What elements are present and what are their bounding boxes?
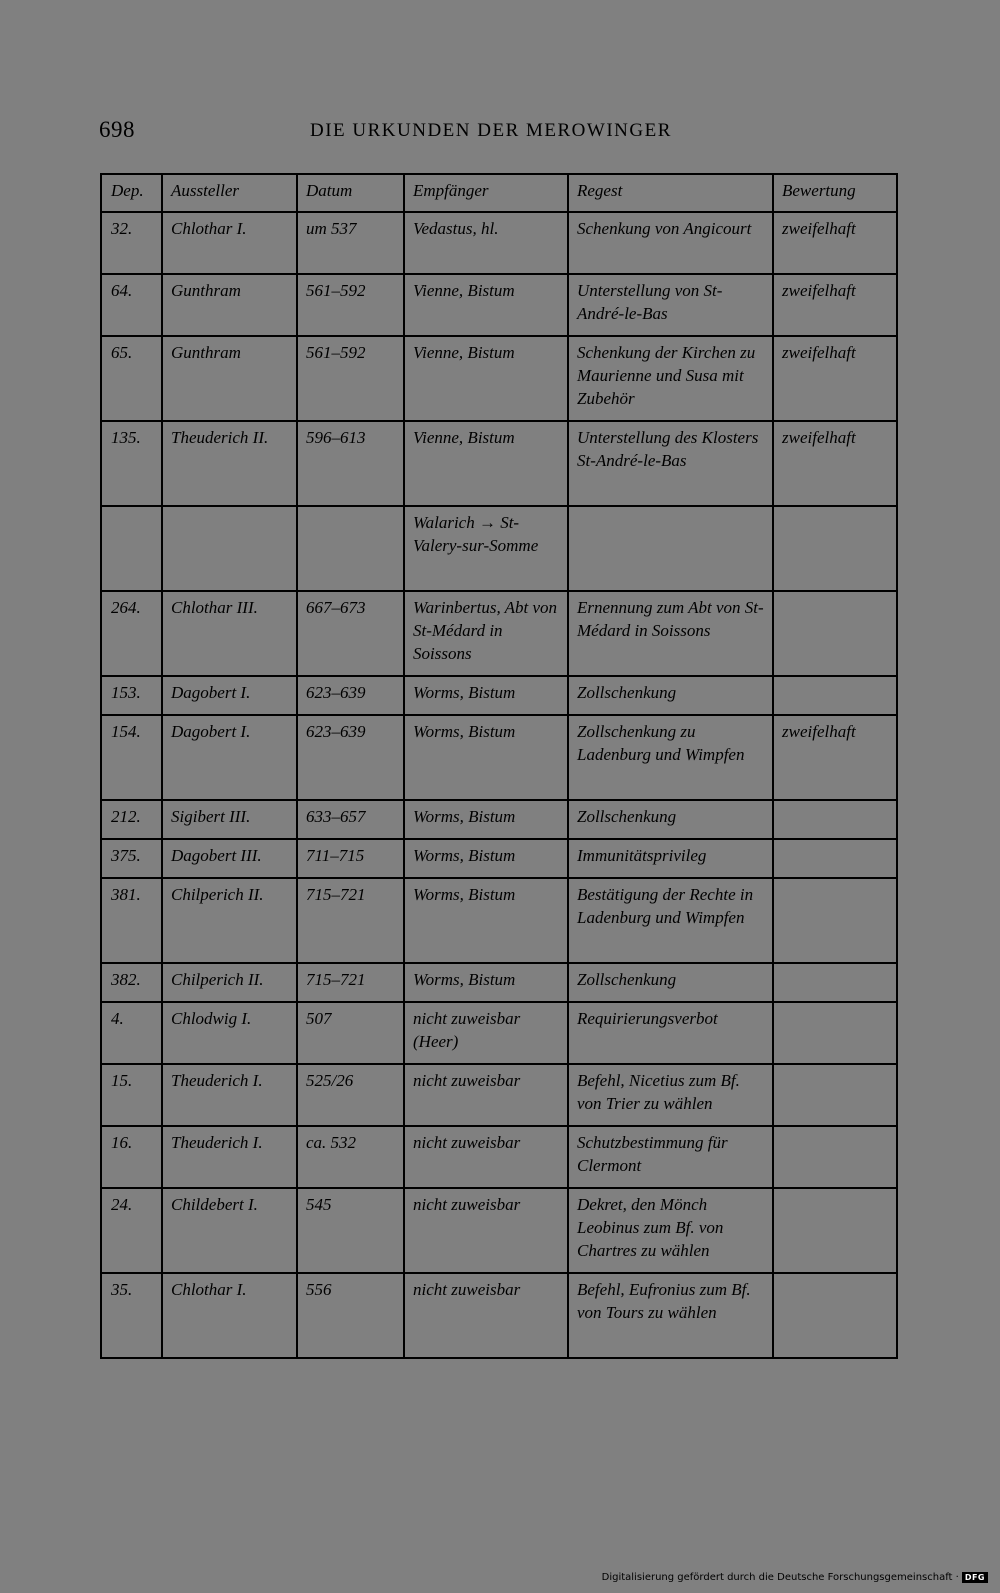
cell-dep: 375. [101,839,162,878]
table-row [101,274,897,336]
cell-dep: 24. [101,1188,162,1273]
page-number: 698 [99,117,135,142]
cell-dep: 4. [101,1002,162,1064]
column-header-bewertung: Bewertung [773,174,897,212]
cell-aussteller: Dagobert I. [162,715,297,800]
cell-empfaenger: Worms, Bistum [404,800,568,839]
cell-bewertung [773,878,897,963]
table-row [101,715,897,800]
cell-dep: 382. [101,963,162,1002]
cell-empfaenger: nicht zuweisbar [404,1188,568,1273]
column-header-aussteller: Aussteller [162,174,297,212]
column-header-datum: Datum [297,174,404,212]
cell-dep: 264. [101,591,162,676]
cell-bewertung [773,1064,897,1126]
cell-dep: 212. [101,800,162,839]
cell-aussteller: Chlothar III. [162,591,297,676]
cell-bewertung [773,506,897,591]
cell-empfaenger: Vedastus, hl. [404,212,568,274]
cell-empfaenger: Vienne, Bistum [404,336,568,421]
cell-regest: Zollschenkung [568,963,773,1002]
cell-dep: 381. [101,878,162,963]
cell-dep: 153. [101,676,162,715]
cell-empfaenger: Worms, Bistum [404,676,568,715]
table-row [101,1126,897,1188]
table-row [101,336,897,421]
cell-aussteller: Theuderich I. [162,1064,297,1126]
cell-datum: 545 [297,1188,404,1273]
cell-datum: 715–721 [297,963,404,1002]
charter-table [100,173,898,1359]
table-row [101,1188,897,1273]
cell-bewertung [773,963,897,1002]
table-row [101,839,897,878]
cell-bewertung [773,1273,897,1358]
cell-regest: Requirierungsverbot [568,1002,773,1064]
column-header-regest: Regest [568,174,773,212]
cell-bewertung: zweifelhaft [773,421,897,506]
cell-datum: 507 [297,1002,404,1064]
cell-datum: ca. 532 [297,1126,404,1188]
table-row [101,212,897,274]
column-header-dep: Dep. [101,174,162,212]
cell-aussteller: Childebert I. [162,1188,297,1273]
cell-regest [568,506,773,591]
cell-aussteller: Chlothar I. [162,212,297,274]
cell-dep [101,506,162,591]
cell-datum [297,506,404,591]
cell-regest: Befehl, Nicetius zum Bf. von Trier zu wählen [568,1064,773,1126]
cell-bewertung [773,1126,897,1188]
table-row [101,421,897,506]
table-row [101,506,897,591]
cell-aussteller: Dagobert III. [162,839,297,878]
cell-empfaenger: Vienne, Bistum [404,421,568,506]
cell-datum: 561–592 [297,336,404,421]
cell-dep: 64. [101,274,162,336]
cell-empfaenger: Worms, Bistum [404,839,568,878]
cell-bewertung: zweifelhaft [773,715,897,800]
cell-datum: 667–673 [297,591,404,676]
table-row [101,800,897,839]
cell-aussteller: Gunthram [162,274,297,336]
cell-datum: 596–613 [297,421,404,506]
table-row [101,591,897,676]
cell-dep: 154. [101,715,162,800]
running-title: DIE URKUNDEN DER MEROWINGER [310,120,672,141]
cell-bewertung [773,800,897,839]
table-row [101,1064,897,1126]
cell-aussteller: Chlodwig I. [162,1002,297,1064]
cell-bewertung [773,1002,897,1064]
cell-regest: Schenkung von Angicourt [568,212,773,274]
cell-empfaenger: Warinbertus, Abt von St-Médard in Soissons [404,591,568,676]
cell-dep: 15. [101,1064,162,1126]
table-row [101,676,897,715]
cell-empfaenger: nicht zuweisbar (Heer) [404,1002,568,1064]
cell-dep: 32. [101,212,162,274]
cell-dep: 16. [101,1126,162,1188]
cell-bewertung: zweifelhaft [773,336,897,421]
cell-bewertung [773,676,897,715]
table-row [101,878,897,963]
cell-datum: 561–592 [297,274,404,336]
cell-regest: Zollschenkung zu Ladenburg und Wimpfen [568,715,773,800]
cell-empfaenger: nicht zuweisbar [404,1064,568,1126]
cell-dep: 65. [101,336,162,421]
cell-bewertung [773,591,897,676]
cell-datum: 525/26 [297,1064,404,1126]
cell-bewertung [773,1188,897,1273]
cell-empfaenger: Worms, Bistum [404,878,568,963]
cell-bewertung: zweifelhaft [773,212,897,274]
table-header-row [101,174,897,212]
cell-regest: Dekret, den Mönch Leobinus zum Bf. von Chartres zu wählen [568,1188,773,1273]
cell-aussteller: Chilperich II. [162,963,297,1002]
cell-regest: Immunitätsprivileg [568,839,773,878]
cell-regest: Unterstellung des Klosters St-André-le-Bas [568,421,773,506]
table-row [101,1273,897,1358]
cell-empfaenger: nicht zuweisbar [404,1273,568,1358]
cell-regest: Ernennung zum Abt von St-Médard in Soissons [568,591,773,676]
cell-dep: 135. [101,421,162,506]
cell-datum: 711–715 [297,839,404,878]
cell-bewertung: zweifelhaft [773,274,897,336]
cell-regest: Unterstellung von St-André-le-Bas [568,274,773,336]
cell-aussteller: Dagobert I. [162,676,297,715]
footer-text: Digitalisierung gefördert durch die Deutsche Forschungsgemeinschaft · [601,1572,959,1583]
cell-dep: 35. [101,1273,162,1358]
cell-datum: 715–721 [297,878,404,963]
cell-bewertung [773,839,897,878]
table-row [101,1002,897,1064]
cell-aussteller: Gunthram [162,336,297,421]
digitization-credit [602,1572,988,1583]
cell-datum: 556 [297,1273,404,1358]
table-row [101,963,897,1002]
cell-aussteller: Theuderich I. [162,1126,297,1188]
cell-aussteller: Theuderich II. [162,421,297,506]
cell-regest: Schutzbestimmung für Clermont [568,1126,773,1188]
cell-empfaenger: Worms, Bistum [404,715,568,800]
cell-empfaenger: Vienne, Bistum [404,274,568,336]
cell-regest: Schenkung der Kirchen zu Maurienne und Susa mit Zubehör [568,336,773,421]
cell-datum: 633–657 [297,800,404,839]
cell-aussteller: Chlothar I. [162,1273,297,1358]
cell-datum: 623–639 [297,676,404,715]
cell-aussteller: Sigibert III. [162,800,297,839]
cell-empfaenger: Worms, Bistum [404,963,568,1002]
cell-empfaenger: Walarich → St-Valery-sur-Somme [404,506,568,591]
cell-aussteller: Chilperich II. [162,878,297,963]
cell-datum: um 537 [297,212,404,274]
cell-aussteller [162,506,297,591]
cell-regest: Bestätigung der Rechte in Ladenburg und Wimpfen [568,878,773,963]
cell-regest: Befehl, Eufronius zum Bf. von Tours zu wählen [568,1273,773,1358]
dfg-logo: DFG [962,1572,988,1583]
cell-datum: 623–639 [297,715,404,800]
cell-regest: Zollschenkung [568,676,773,715]
column-header-empfaenger: Empfänger [404,174,568,212]
cell-regest: Zollschenkung [568,800,773,839]
cell-empfaenger: nicht zuweisbar [404,1126,568,1188]
